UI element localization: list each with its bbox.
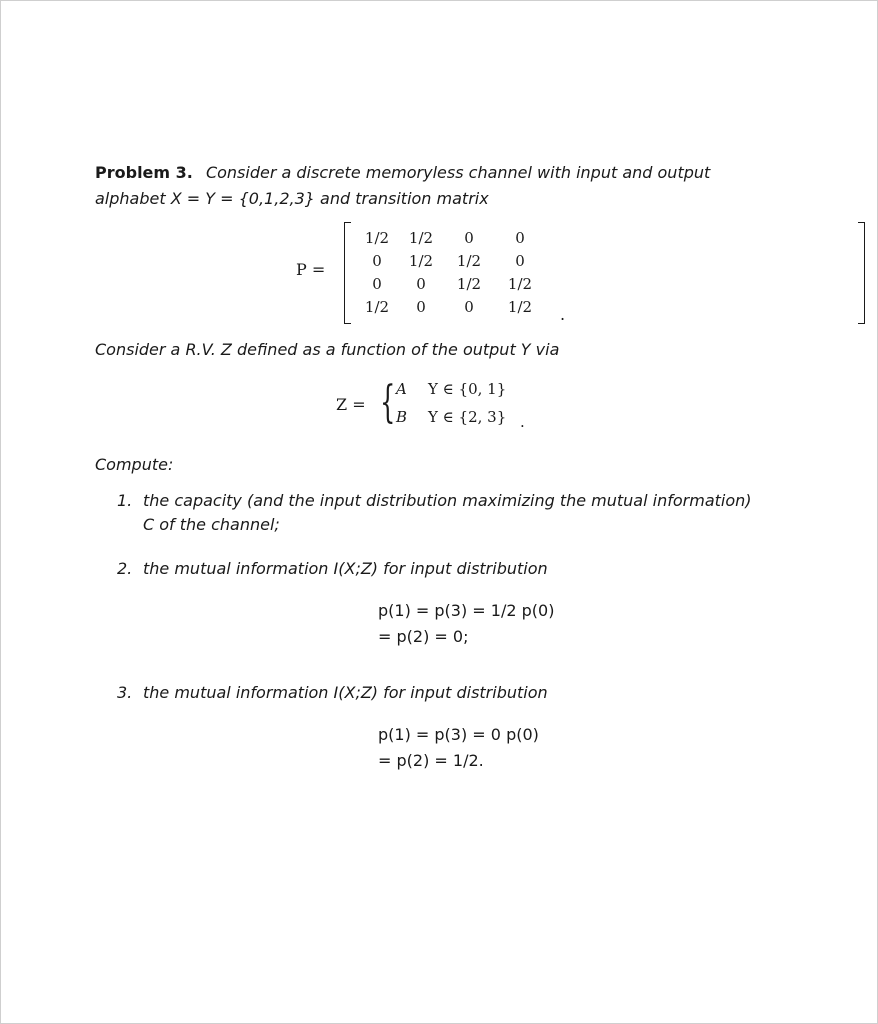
case-2-value: B [396, 408, 408, 426]
problem-heading: Problem 3. [95, 163, 193, 182]
matrix-row [356, 226, 546, 249]
matrix-end-period: . [560, 305, 566, 324]
rv-sentence: Consider a R.V. Z defined as a function of the output Y via [95, 340, 560, 359]
problem-intro-text: Consider a discrete memoryless channel with input and output [205, 163, 711, 182]
matrix-cell: 1/2 [408, 228, 434, 247]
item-3-number: 3. [117, 683, 133, 702]
matrix-cell: 1/2 [364, 228, 390, 247]
matrix-cell: 0 [515, 251, 525, 270]
matrix-cell: 0 [416, 274, 426, 293]
item-3-equation-2: = p(2) = 1/2. [378, 751, 484, 770]
matrix-cell: 1/2 [456, 274, 482, 293]
matrix-cell: 1/2 [408, 251, 434, 270]
case-1-value: A [396, 380, 407, 398]
item-1-line-1: the capacity (and the input distribution maximizing the mutual information) [143, 491, 752, 510]
problem-intro-line-1 [95, 163, 710, 182]
item-3-text: the mutual information I(X;Z) for input distribution [143, 683, 548, 702]
matrix-row [356, 272, 546, 295]
piecewise-end-period: . [520, 413, 525, 431]
matrix-row [356, 249, 546, 272]
piecewise-brace: { [380, 377, 396, 428]
matrix-cell: 1/2 [507, 274, 533, 293]
item-2-text: the mutual information I(X;Z) for input distribution [143, 559, 548, 578]
item-1-line-2: C of the channel; [143, 515, 280, 534]
matrix-cell: 1/2 [456, 251, 482, 270]
matrix-grid [356, 226, 546, 318]
matrix-label: P = [296, 260, 326, 279]
problem-intro-line-2: alphabet X = Y = {0,1,2,3} and transition matrix [95, 189, 489, 208]
item-2-equation-1: p(1) = p(3) = 1/2 p(0) [378, 601, 555, 620]
compute-heading: Compute: [95, 455, 174, 474]
matrix-cell: 1/2 [507, 297, 533, 316]
item-3-equation-1: p(1) = p(3) = 0 p(0) [378, 725, 539, 744]
z-label: Z = [336, 395, 366, 414]
matrix-row [356, 295, 546, 318]
matrix-left-bracket [344, 222, 351, 324]
case-1-condition: Y ∈ {0, 1} [428, 380, 507, 398]
item-2-equation-2: = p(2) = 0; [378, 627, 469, 646]
matrix-cell: 0 [416, 297, 426, 316]
matrix-right-bracket [858, 222, 865, 324]
case-2-condition: Y ∈ {2, 3} [428, 408, 507, 426]
matrix-cell: 0 [464, 297, 474, 316]
matrix-cell: 1/2 [364, 297, 390, 316]
item-2-number: 2. [117, 559, 133, 578]
item-1-number: 1. [117, 491, 133, 510]
matrix-cell: 0 [372, 251, 382, 270]
matrix-cell: 0 [515, 228, 525, 247]
matrix-cell: 0 [464, 228, 474, 247]
matrix-cell: 0 [372, 274, 382, 293]
